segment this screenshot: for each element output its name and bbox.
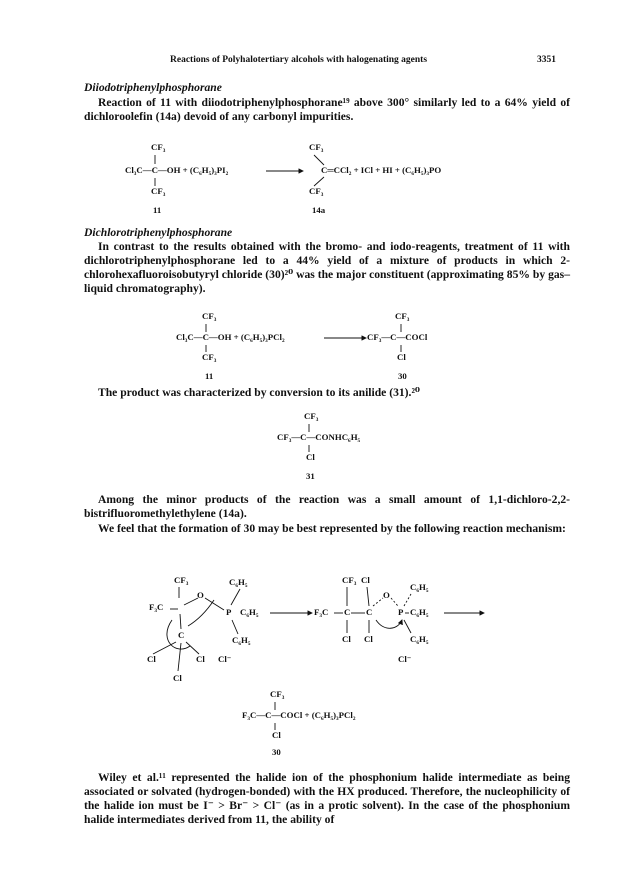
mech-a-phenyl-mid: C₆H₅ [240, 607, 259, 617]
mech-a-oxygen: O [197, 590, 204, 600]
scheme3-compound-number: 31 [306, 471, 315, 481]
mech-b-carbon-1: C [344, 607, 351, 617]
scheme1-left-mid: Cl₃C—C—OH + (C₆H₅)₃PI₂ [125, 165, 229, 175]
mech-b-bond-op [391, 598, 398, 606]
paragraph-minor-products: Among the minor products of the reaction was a small amount of 1,1-dichloro-2,2-bistrifluoromethylethylene (14a). [84, 493, 570, 520]
mech-b-cf3: CF₃ [342, 575, 357, 585]
scheme1-right-top: CF₃ [309, 142, 324, 152]
scheme2-left-bot: CF₃ [202, 352, 217, 362]
mech-a-phenyl-bot: C₆H₅ [232, 635, 251, 645]
mech-product-top: CF₃ [270, 689, 285, 699]
mech-a-cl-1: Cl [147, 654, 156, 664]
scheme1-right-bond-up [314, 155, 324, 165]
mech-b-bond-co [373, 598, 383, 606]
scheme1-right-compound-number: 14a [312, 205, 326, 215]
scheme1-left-compound-number: 11 [153, 205, 162, 215]
mech-b-f3c: F₃C [314, 607, 329, 617]
mech-a-cl-2: Cl [196, 654, 205, 664]
mech-b-bond-ph-bot [404, 620, 411, 633]
mech-b-phosphorus: P [398, 607, 404, 617]
mech-b-phenyl-mid: C₆H₅ [410, 607, 429, 617]
paragraph-dichloro: In contrast to the results obtained with the bromo- and iodo-reagents, treatment of 11 with dichlorotriphenylphosphorane led to a 44% yield of a mixture of products in which 2-chlorohexafluoroisobutyryl chloride (30)²⁰ was the major constituent (approximating 85% by gas–liquid chromatography). [84, 240, 570, 295]
mech-a-cl-3: Cl [173, 673, 182, 683]
mech-product-bot: Cl [272, 730, 281, 740]
scheme1-right-bond-down [314, 177, 324, 186]
section-heading-diiodo: Diiodotriphenylphosphorane [84, 81, 222, 94]
mech-a-curved-arrow-2 [188, 600, 214, 626]
mech-b-cl-right: Cl [364, 634, 373, 644]
paragraph-wiley: Wiley et al.¹¹ represented the halide ion of the phosphonium halide intermediate as being associated or solvated (hydrogen-bonded) with the HX produced. Therefore, the nucleophilicity of the halide ion must be I⁻ > Br⁻ > Cl⁻ (as in a protic solvent). In the case of the phosphonium halide intermediates derived from 11, the ability of [84, 771, 570, 826]
mech-a-carbon: C [178, 630, 185, 640]
mech-b-chloride-ion: Cl⁻ [398, 654, 412, 664]
scheme2-right-top: CF₃ [395, 311, 410, 321]
mech-a-cf3: CF₃ [174, 575, 189, 585]
mech-a-bond-cc [180, 614, 181, 629]
scheme3-top: CF₃ [304, 411, 319, 421]
mech-b-bond-cl-top [367, 587, 369, 606]
paragraph-anilide: The product was characterized by conversion to its anilide (31).²⁰ [98, 386, 420, 399]
scheme2-right-bot: Cl [397, 352, 406, 362]
scheme1-left-bot: CF₃ [151, 186, 166, 196]
mech-a-bond-cl1 [153, 642, 176, 654]
scheme3-bot: Cl [306, 452, 315, 462]
scheme3-mid: CF₃—C—CONHC₆H₅ [277, 432, 361, 442]
mech-a-bond-cl3 [178, 643, 181, 671]
page-number: 3351 [537, 55, 556, 65]
scheme2-right-mid: CF₃—C—COCl [367, 332, 428, 342]
scheme2-left-mid: Cl₃C—C—OH + (C₆H₅)₃PCl₂ [176, 332, 285, 342]
mech-product-compound-number: 30 [272, 747, 281, 757]
mech-b-carbon-2: C [366, 607, 373, 617]
mech-b-phenyl-bot: C₆H₅ [410, 634, 429, 644]
mech-b-cl-top: Cl [361, 575, 370, 585]
mech-b-oxygen: O [383, 590, 390, 600]
mech-b-curved-arrow [376, 620, 402, 628]
running-header-title: Reactions of Polyhalotertiary alcohols with halogenating agents [170, 55, 428, 65]
mech-b-phenyl-top: C₆H₅ [410, 582, 429, 592]
mech-b-bond-ph-top [404, 594, 411, 606]
scheme2-left-compound-number: 11 [205, 371, 214, 381]
mech-a-phenyl-top: C₆H₅ [229, 577, 248, 587]
mech-a-bond-cl2 [186, 642, 199, 654]
paragraph-mechanism-intro: We feel that the formation of 30 may be best represented by the following reaction mechanism: [98, 522, 566, 535]
mech-a-bond-ph-top [231, 589, 240, 605]
mech-a-f3c: F₃C [149, 602, 164, 612]
mech-a-curved-arrow-1 [167, 620, 190, 649]
paragraph-diiodo: Reaction of 11 with diiodotriphenylphosphorane¹⁹ above 300° similarly led to a 64% yield of dichloroolefin (14a) devoid of any carbonyl impurities. [84, 96, 570, 123]
section-heading-dichloro: Dichlorotriphenylphosphorane [84, 226, 233, 239]
scheme2-right-compound-number: 30 [398, 371, 407, 381]
scheme1-right-mid: C═CCl₂ + ICl + HI + (C₆H₅)₃PO [321, 165, 442, 175]
mech-a-phosphorus: P [226, 607, 232, 617]
mech-b-cl-left: Cl [342, 634, 351, 644]
scheme1-right-bot: CF₃ [309, 186, 324, 196]
mech-product-mid: F₃C—C—COCl + (C₆H₅)₃PCl₂ [242, 710, 356, 720]
scheme1-left-top: CF₃ [151, 142, 166, 152]
mech-a-bond-ph-bot [232, 620, 238, 634]
mech-a-bond-co [184, 598, 198, 605]
mech-a-chloride-ion: Cl⁻ [218, 654, 232, 664]
scheme2-left-top: CF₃ [202, 311, 217, 321]
